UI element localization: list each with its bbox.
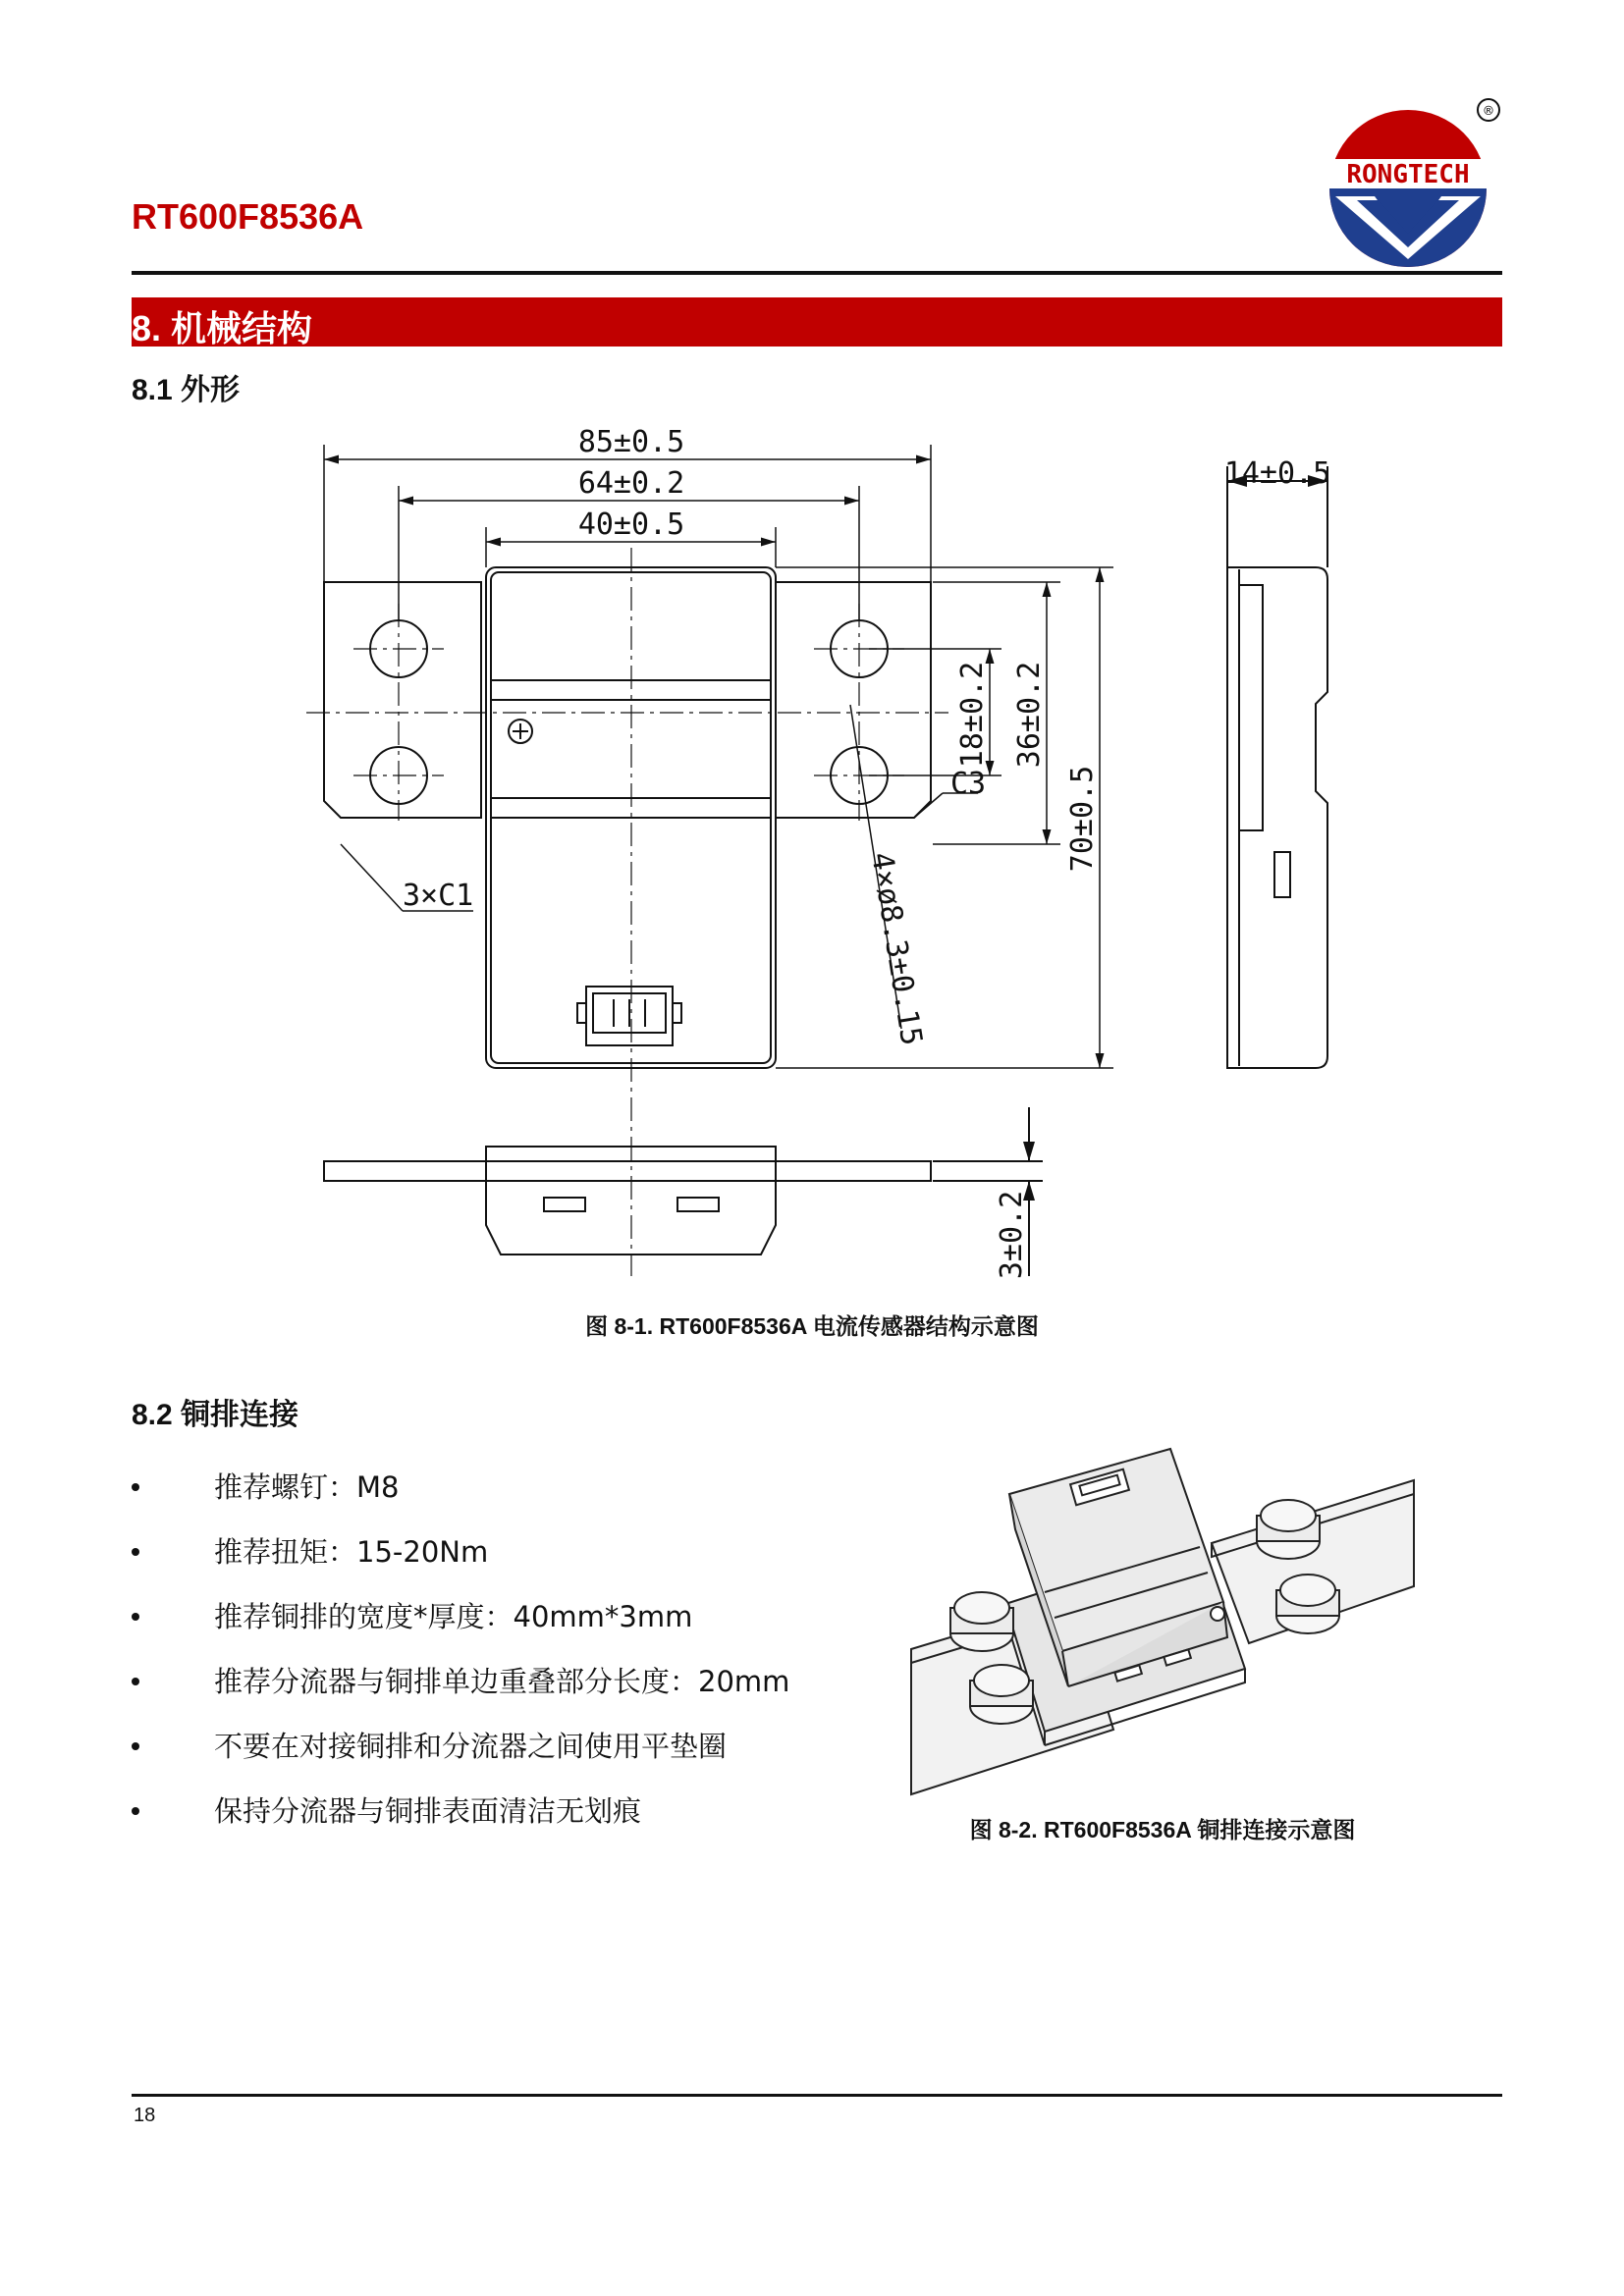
header-rule xyxy=(132,271,1502,275)
bottom-view xyxy=(324,1107,1043,1276)
section-heading: 8. 机械结构 xyxy=(132,308,313,348)
dim-36: 36±0.2 xyxy=(1012,661,1047,769)
dim-c3: C3 xyxy=(950,767,987,801)
dim-chamfer: 3×C1 xyxy=(403,879,474,913)
section-heading-bar xyxy=(132,297,1502,347)
dim-64: 64±0.2 xyxy=(577,466,685,501)
figure-2-caption: 图 8-2. RT600F8536A 铜排连接示意图 xyxy=(969,1817,1356,1842)
connector xyxy=(586,987,673,1045)
figure-1-caption: 图 8-1. RT600F8536A 电流传感器结构示意图 xyxy=(585,1313,1039,1339)
mount-hole xyxy=(831,620,888,677)
bullet-icon xyxy=(132,1483,139,1491)
side-view xyxy=(1227,466,1327,1068)
registered-mark: ® xyxy=(1484,102,1493,120)
dim-14: 14±0.5 xyxy=(1223,456,1331,491)
bullet-icon xyxy=(132,1613,139,1621)
list-item: 不要在对接铜排和分流器之间使用平垫圈 xyxy=(132,1714,789,1779)
mount-hole xyxy=(831,747,888,804)
subsection-heading-8-2: 8.2 铜排连接 xyxy=(132,1399,299,1431)
list-item: 推荐螺钉：M8 xyxy=(132,1455,789,1520)
dim-85: 85±0.5 xyxy=(577,425,685,459)
dim-3: 3±0.2 xyxy=(995,1190,1029,1280)
mount-hole xyxy=(370,620,427,677)
dim-holes: 4×ø8.3±0.15 xyxy=(864,849,929,1048)
busbar-left-plate xyxy=(324,582,481,818)
dim-18: 18±0.2 xyxy=(955,661,990,769)
list-item: 推荐扭矩：15-20Nm xyxy=(132,1520,789,1584)
list-item: 推荐铜排的宽度*厚度：40mm*3mm xyxy=(132,1584,789,1649)
sensor-housing xyxy=(486,567,776,1068)
busbar-connection-image xyxy=(907,1435,1418,1798)
dim-70: 70±0.5 xyxy=(1065,765,1100,873)
list-item: 保持分流器与铜排表面清洁无划痕 xyxy=(132,1779,789,1843)
logo-text: RONGTECH xyxy=(1346,160,1470,189)
page-number: 18 xyxy=(134,2105,156,2126)
footer-rule xyxy=(132,2094,1502,2097)
bullet-icon xyxy=(132,1678,139,1685)
recommendation-list xyxy=(132,1455,789,1843)
dim-40: 40±0.5 xyxy=(577,507,685,542)
busbar-right-plate xyxy=(776,582,931,818)
mount-hole xyxy=(370,747,427,804)
bullet-icon xyxy=(132,1548,139,1556)
subsection-heading-8-1: 8.1 外形 xyxy=(132,374,241,406)
bullet-icon xyxy=(132,1807,139,1815)
screw-symbol xyxy=(509,720,532,743)
list-item: 推荐分流器与铜排单边重叠部分长度：20mm xyxy=(132,1649,789,1714)
document-title: RT600F8536A xyxy=(132,196,364,237)
bullet-icon xyxy=(132,1742,139,1750)
rongtech-logo xyxy=(1318,94,1502,271)
